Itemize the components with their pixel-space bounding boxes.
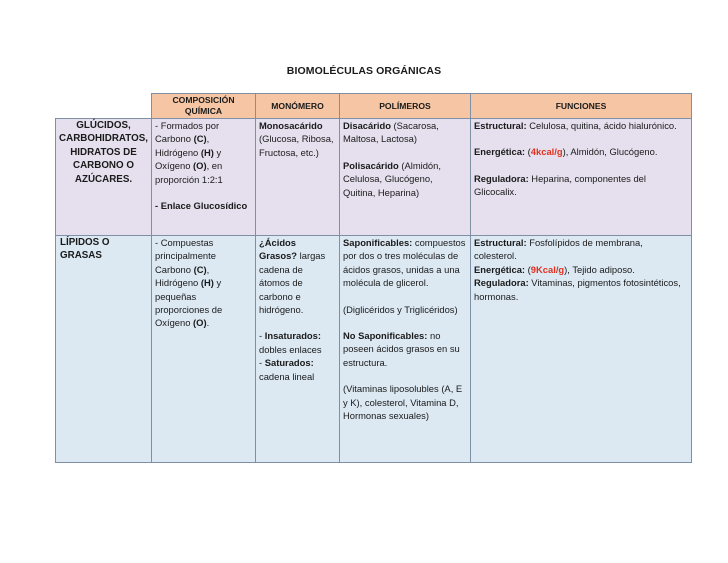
energetica-text: ), Almidón, Glucógeno.: [562, 146, 658, 158]
table-row-lipidos: [56, 236, 692, 463]
cell-polimeros-glucidos: [340, 119, 471, 236]
energetica-label: Energética:: [474, 263, 526, 275]
text-fragment: y pequeñas proporciones de Oxígeno: [155, 277, 223, 329]
spacer: [343, 146, 467, 159]
spacer: [155, 186, 252, 199]
composicion-text: [155, 119, 252, 186]
text-fragment: , en proporción 1:2:1: [155, 160, 223, 185]
reguladora-label: Reguladora:: [474, 172, 529, 184]
polisacarido-text: (Almidón, Celulosa, Glucógeno, Quitina, Heparina): [343, 159, 441, 198]
funcion-energetica: [474, 145, 688, 158]
element-carbon: (C): [193, 133, 207, 145]
insaturados-text: dobles enlaces: [259, 343, 322, 355]
acidos-grasos-entry: [259, 236, 336, 316]
no-saponificables-entry: [343, 329, 467, 369]
energy-value-highlight: 9Kcal/g: [530, 263, 565, 275]
header-blank-cell: [56, 94, 152, 119]
text-fragment: , Hidrógeno: [155, 133, 210, 158]
text-fragment: -: [259, 357, 265, 369]
spacer: [343, 316, 467, 329]
text-fragment: -: [259, 330, 265, 342]
text-fragment: (: [525, 263, 531, 275]
saponificables-entry: [343, 236, 467, 290]
header-funciones: FUNCIONES: [471, 94, 692, 119]
row-label-glucidos: GLÚCIDOS, CARBOHIDRATOS, HIDRATOS DE CARBONO O AZÚCARES.: [56, 119, 152, 236]
cell-monomero-lipidos: [256, 236, 340, 463]
monosacarido-label: Monosacárido: [259, 120, 323, 131]
saturados-text: cadena lineal: [259, 370, 315, 382]
header-composicion: COMPOSICIÓN QUÍMICA: [152, 94, 256, 119]
header-polimeros: POLÍMEROS: [340, 94, 471, 119]
acidos-grasos-label: ¿Ácidos Grasos?: [259, 237, 298, 262]
estructural-text: Celulosa, quitina, ácido hialurónico.: [526, 120, 677, 131]
acidos-grasos-text: largas cadena de átomos de carbono e hidrógeno.: [259, 250, 326, 316]
table-header-row: [56, 94, 692, 119]
element-hydrogen: (H): [200, 277, 214, 289]
reguladora-text: Vitaminas, pigmentos fotosintéticos, hormonas.: [474, 277, 681, 302]
cell-composicion-glucidos: [152, 119, 256, 236]
estructural-label: Estructural:: [474, 120, 527, 131]
polisacarido-entry: [343, 159, 467, 199]
insaturados-entry: [259, 329, 336, 356]
cell-composicion-lipidos: [152, 236, 256, 463]
energetica-label: Energética:: [474, 146, 526, 158]
funcion-energetica: [474, 263, 688, 276]
funcion-estructural: [474, 236, 688, 263]
header-monomero: MONÓMERO: [256, 94, 340, 119]
saturados-label: Saturados:: [264, 357, 314, 369]
enlace-glucosidico: - Enlace Glucosídico: [155, 200, 248, 212]
spacer: [259, 316, 336, 329]
disacarido-text: (Sacarosa, Maltosa, Lactosa): [343, 120, 439, 145]
reguladora-label: Reguladora:: [474, 277, 529, 289]
element-carbon: (C): [193, 263, 207, 275]
polisacarido-label: Polisacárido: [343, 159, 399, 171]
saponificables-label: Saponificables:: [343, 237, 413, 248]
funcion-reguladora: [474, 172, 688, 199]
estructural-text: Fosfolípidos de membrana, colesterol.: [474, 237, 643, 262]
cell-polimeros-lipidos: [340, 236, 471, 463]
funcion-reguladora: [474, 276, 688, 303]
spacer: [343, 290, 467, 303]
cell-monomero-glucidos: [256, 119, 340, 236]
saponificables-examples: (Diglicéridos y Triglicéridos): [343, 303, 458, 315]
funcion-estructural: [474, 119, 688, 132]
text-fragment: - Compuestas principalmente Carbono: [155, 237, 216, 275]
spacer: [343, 369, 467, 382]
insaturados-label: Insaturados:: [264, 330, 321, 342]
text-fragment: , Hidrógeno: [155, 263, 210, 289]
energetica-text: ), Tejido adiposo.: [564, 263, 635, 275]
text-fragment: (: [525, 146, 531, 158]
page-title: BIOMOLÉCULAS ORGÁNICAS: [286, 65, 442, 77]
text-fragment: y Oxígeno: [155, 146, 222, 172]
cell-funciones-lipidos: [471, 236, 692, 463]
no-saponificables-label: No Saponificables:: [343, 330, 428, 342]
biomolecules-table: [55, 93, 692, 463]
row-label-lipidos: LÍPIDOS O GRASAS: [56, 236, 152, 463]
spacer: [474, 159, 688, 172]
disacarido-entry: [343, 119, 467, 146]
cell-funciones-glucidos: [471, 119, 692, 236]
saponificables-text: compuestos por dos o tres moléculas de ácidos grasos, unidas a una molécula de glicerol.: [343, 237, 466, 289]
text-fragment: - Formados por Carbono: [155, 120, 220, 145]
saturados-entry: [259, 356, 336, 383]
disacarido-label: Disacárido: [343, 120, 391, 131]
spacer: [474, 132, 688, 145]
estructural-label: Estructural:: [474, 237, 527, 248]
element-hydrogen: (H): [200, 146, 214, 158]
monosacarido-text: (Glucosa, Ribosa, Fructosa, etc.): [259, 133, 334, 158]
element-oxygen: (O): [193, 317, 207, 329]
no-saponificables-text: no poseen ácidos grasos en su estructura.: [343, 330, 460, 368]
energy-value-highlight: 4kcal/g: [530, 146, 563, 158]
reguladora-text: Heparina, componentes del Glicocalix.: [474, 172, 646, 198]
text-fragment: .: [206, 317, 210, 329]
element-oxygen: (O): [193, 160, 207, 172]
no-saponificables-examples: (Vitaminas liposolubles (A, E y K), colesterol, Vitamina D, Hormonas sexuales): [343, 383, 463, 422]
table-row-glucidos: [56, 119, 692, 236]
